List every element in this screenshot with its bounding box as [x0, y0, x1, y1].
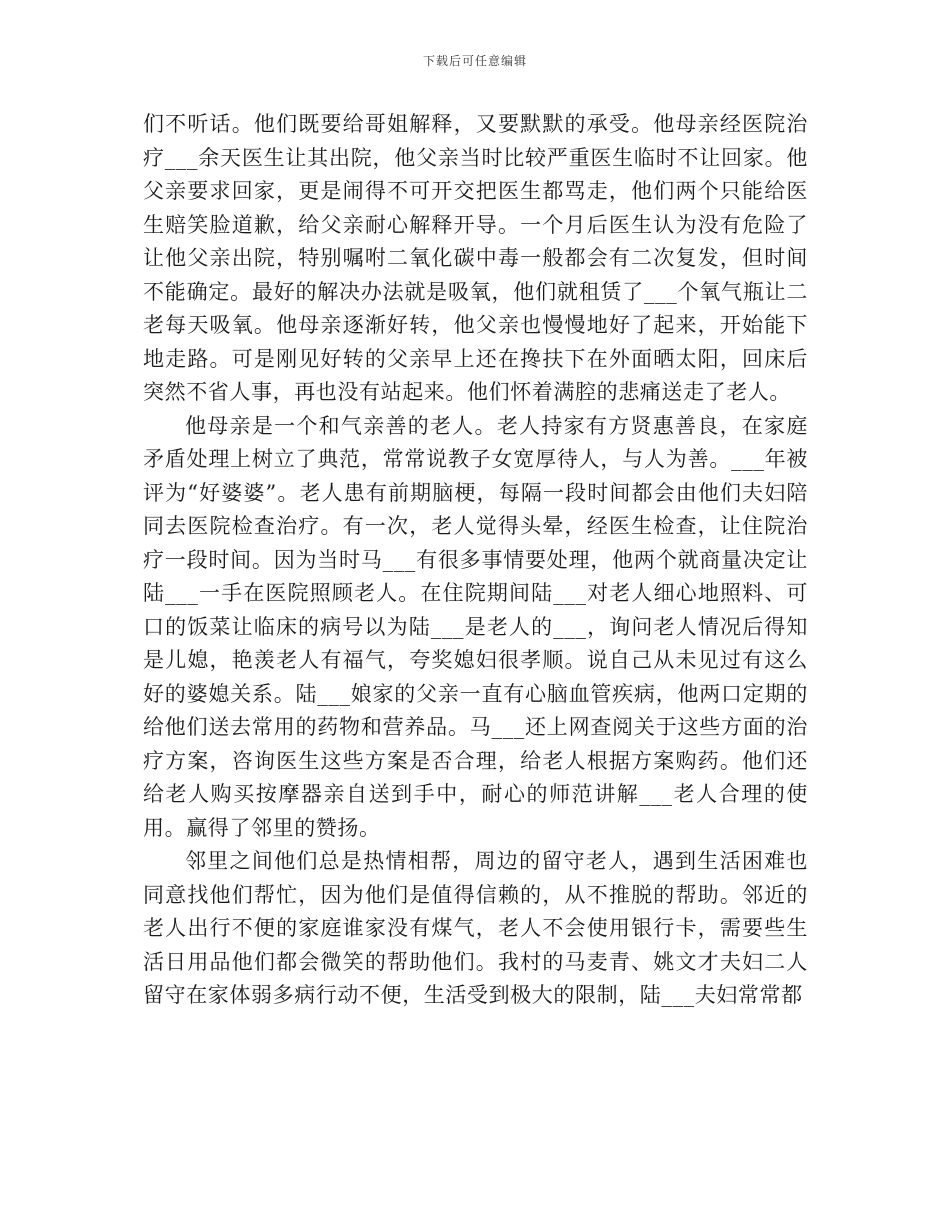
- paragraph-2: 他母亲是一个和气亲善的老人。老人持家有方贤惠善良，在家庭矛盾处理上树立了典范，常常说教子女宽厚待人，与人为善。___年被评为“好婆婆”。老人患有前期脑梗，每隔一段时间都会由他们夫妇陪同去医院检查治疗。有一次，老人觉得头晕，经医生检查，让住院治疗一段时间。因为当时马___有很多事情要处理，他两个就商量决定让陆___一手在医院照顾老人。在住院期间陆___对老人细心地照料、可口的饭菜让临床的病号以为陆___是老人的___，询问老人情况后得知是儿媳，艳羡老人有福气，夸奖媳妇很孝顺。说自己从未见过有这么好的婆媳关系。陆___娘家的父亲一直有心脑血管疾病，他两口定期的给他们送去常用的药物和营养品。马___还上网查阅关于这些方面的治疗方案，咨询医生这些方案是否合理，给老人根据方案购药。他们还给老人购买按摩器亲自送到手中，耐心的师范讲解___老人合理的使用。赢得了邻里的赞扬。: [143, 413, 808, 840]
- paragraph-3: 邻里之间他们总是热情相帮，周边的留守老人，遇到生活困难也同意找他们帮忙，因为他们是值得信赖的，从不推脱的帮助。邻近的老人出行不便的家庭谁家没有煤气，老人不会使用银行卡，需要些生活日用品他们都会微笑的帮助他们。我村的马麦青、姚文才夫妇二人留守在家体弱多病行动不便，生活受到极大的限制，陆___夫妇常常都: [143, 849, 808, 1007]
- paragraph-1: 们不听话。他们既要给哥姐解释，又要默默的承受。他母亲经医院治疗___余天医生让其出院，他父亲当时比较严重医生临时不让回家。他父亲要求回家，更是闹得不可开交把医生都骂走，他们两个只能给医生赔笑脸道歉，给父亲耐心解释开导。一个月后医生认为没有危险了让他父亲出院，特别嘱咐二氧化碳中毒一般都会有二次复发，但时间不能确定。最好的解决办法就是吸氧，他们就租赁了___个氧气瓶让二老每天吸氧。他母亲逐渐好转，他父亲也慢慢地好了起来，开始能下地走路。可是刚见好转的父亲早上还在搀扶下在外面晒太阳，回床后突然不省人事，再也没有站起来。他们怀着满腔的悲痛送走了老人。: [143, 112, 808, 404]
- body-text: [143, 108, 808, 1013]
- page-header: 下载后可任意编辑: [422, 54, 527, 68]
